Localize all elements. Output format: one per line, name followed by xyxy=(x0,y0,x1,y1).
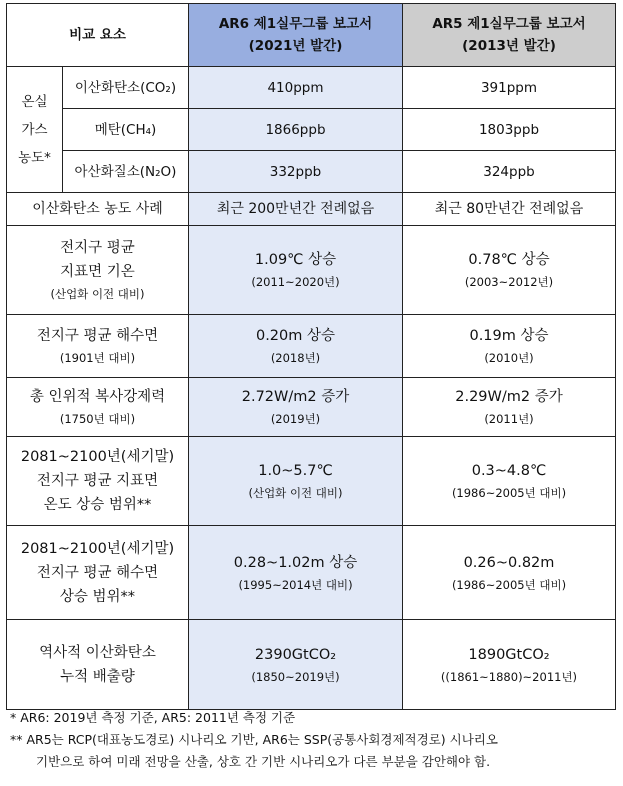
ghg-group-label-3: 농도* xyxy=(18,149,51,166)
label-sea-range-2: 전지구 평균 해수면 xyxy=(36,564,159,581)
ar6-radiative-forcing-value: 2.72W/m2 증가 xyxy=(241,389,350,405)
label-co2-precedent: 이산화탄소 농도 사례 xyxy=(7,193,189,226)
label-sea-range-3: 상승 범위** xyxy=(59,588,136,605)
label-cumulative-co2 xyxy=(7,620,189,710)
ghg-ar6-co2: 410ppm xyxy=(189,67,403,109)
label-sea-level xyxy=(7,315,189,378)
ghg-ar6-ch4: 1866ppb xyxy=(189,109,403,151)
ar6-sea-level xyxy=(189,315,403,378)
label-surface-temp xyxy=(7,226,189,315)
label-sea-level-1: 전지구 평균 해수면 xyxy=(36,328,159,344)
ar6-surface-temp-period: (2011~2020년) xyxy=(251,275,340,289)
header-item: 비교 요소 xyxy=(7,4,189,67)
ar6-radiative-forcing-year: (2019년) xyxy=(270,412,321,426)
ar6-surface-temp xyxy=(189,226,403,315)
header-ar5 xyxy=(403,4,616,67)
ar6-sea-range-baseline: (1995~2014년 대비) xyxy=(238,577,353,592)
ar6-cumulative-co2 xyxy=(189,620,403,710)
ghg-ar5-co2: 391ppm xyxy=(403,67,616,109)
ar5-radiative-forcing-year: (2011년) xyxy=(484,412,534,426)
ar6-sea-range xyxy=(189,526,403,620)
ghg-ar5-n2o: 324ppb xyxy=(403,151,616,193)
ar5-radiative-forcing-value: 2.29W/m2 증가 xyxy=(455,389,563,405)
ghg-group-label-1: 온실 xyxy=(21,93,48,110)
row-radiative-forcing xyxy=(7,378,616,437)
row-co2-precedent xyxy=(7,193,616,226)
header-ar5-year: (2013년 발간) xyxy=(462,38,556,54)
row-sea-range xyxy=(7,526,616,620)
ar5-sea-level xyxy=(403,315,616,378)
ar5-sea-range-baseline: (1986~2005년 대비) xyxy=(451,577,567,592)
ar6-sea-level-value: 0.20m 상승 xyxy=(255,328,336,344)
label-radiative-forcing-sub: (1750년 대비) xyxy=(59,412,136,426)
label-surface-temp-2: 지표면 기온 xyxy=(60,264,135,280)
footnotes xyxy=(10,707,615,773)
ar5-sea-level-year: (2010년) xyxy=(484,351,534,365)
label-temp-range-3: 온도 상승 범위** xyxy=(43,497,152,513)
header-ar6-title: AR6 제1실무그룹 보고서 xyxy=(218,16,373,32)
ghg-row-co2 xyxy=(7,67,616,109)
ar6-temp-range-baseline: (산업화 이전 대비) xyxy=(248,486,343,500)
ar5-temp-range xyxy=(403,437,616,526)
ghg-label-co2: 이산화탄소(CO₂) xyxy=(63,67,189,109)
comparison-table xyxy=(6,3,616,710)
ar6-co2-precedent: 최근 200만년간 전례없음 xyxy=(189,193,403,226)
ar5-co2-precedent: 최근 80만년간 전례없음 xyxy=(403,193,616,226)
ar5-cumulative-co2-period: ((1861~1880)~2011년) xyxy=(440,669,578,684)
header-ar6-year: (2021년 발간) xyxy=(248,38,343,54)
label-radiative-forcing xyxy=(7,378,189,437)
label-surface-temp-sub: (산업화 이전 대비) xyxy=(50,287,145,301)
ghg-label-ch4: 메탄(CH₄) xyxy=(63,109,189,151)
ghg-row-ch4 xyxy=(7,109,616,151)
header-ar6 xyxy=(189,4,403,67)
ar6-sea-level-year: (2018년) xyxy=(270,351,321,365)
row-sea-level xyxy=(7,315,616,378)
ar5-surface-temp-period: (2003~2012년) xyxy=(464,275,554,289)
label-sea-range-1: 2081~2100년(세기말) xyxy=(20,540,175,557)
label-cumulative-co2-1: 역사적 이산화탄소 xyxy=(39,644,156,661)
label-sea-range xyxy=(7,526,189,620)
ghg-label-n2o: 아산화질소(N₂O) xyxy=(63,151,189,193)
label-sea-level-sub: (1901년 대비) xyxy=(59,351,136,365)
ar6-cumulative-co2-value: 2390GtCO₂ xyxy=(254,646,337,663)
ar6-radiative-forcing xyxy=(189,378,403,437)
label-temp-range-2: 전지구 평균 지표면 xyxy=(36,473,159,489)
ar5-sea-range xyxy=(403,526,616,620)
row-cumulative-co2 xyxy=(7,620,616,710)
footnote-2: ** AR5는 RCP(대표농도경로) 시나리오 기반, AR6는 SSP(공통사회경제적경로) 시나리오 xyxy=(10,732,498,747)
ar6-surface-temp-value: 1.09℃ 상승 xyxy=(254,252,337,268)
ar5-surface-temp-value: 0.78℃ 상승 xyxy=(468,252,550,268)
header-ar5-title: AR5 제1실무그룹 보고서 xyxy=(432,16,586,32)
ghg-group-label xyxy=(7,67,63,193)
ghg-row-n2o xyxy=(7,151,616,193)
ar6-sea-range-value: 0.28~1.02m 상승 xyxy=(233,554,358,571)
ar5-sea-range-value: 0.26~0.82m xyxy=(463,554,555,571)
footnote-1: * AR6: 2019년 측정 기준, AR5: 2011년 측정 기준 xyxy=(10,710,296,725)
ar6-cumulative-co2-period: (1850~2019년) xyxy=(251,669,340,684)
row-temp-range xyxy=(7,437,616,526)
label-cumulative-co2-2: 누적 배출량 xyxy=(60,668,135,685)
label-radiative-forcing-1: 총 인위적 복사강제력 xyxy=(29,389,166,405)
ar6-temp-range-value: 1.0~5.7℃ xyxy=(258,463,333,479)
ar5-surface-temp xyxy=(403,226,616,315)
ar5-temp-range-baseline: (1986~2005년 대비) xyxy=(451,486,567,500)
row-surface-temp xyxy=(7,226,616,315)
footnote-2-cont: 기반으로 하여 미래 전망을 산출, 상호 간 기반 시나리오가 다른 부분을 감안해야 함. xyxy=(36,754,491,769)
ghg-group-label-2: 가스 xyxy=(21,121,48,138)
ghg-ar6-n2o: 332ppb xyxy=(189,151,403,193)
ar5-cumulative-co2-value: 1890GtCO₂ xyxy=(468,646,550,663)
ghg-ar5-ch4: 1803ppb xyxy=(403,109,616,151)
ar5-sea-level-value: 0.19m 상승 xyxy=(469,328,549,344)
ar6-temp-range xyxy=(189,437,403,526)
label-temp-range xyxy=(7,437,189,526)
ar5-temp-range-value: 0.3~4.8℃ xyxy=(471,463,547,479)
ar5-radiative-forcing xyxy=(403,378,616,437)
header-row xyxy=(7,4,616,67)
ar5-cumulative-co2 xyxy=(403,620,616,710)
label-surface-temp-1: 전지구 평균 xyxy=(60,240,135,256)
label-temp-range-1: 2081~2100년(세기말) xyxy=(20,449,175,465)
